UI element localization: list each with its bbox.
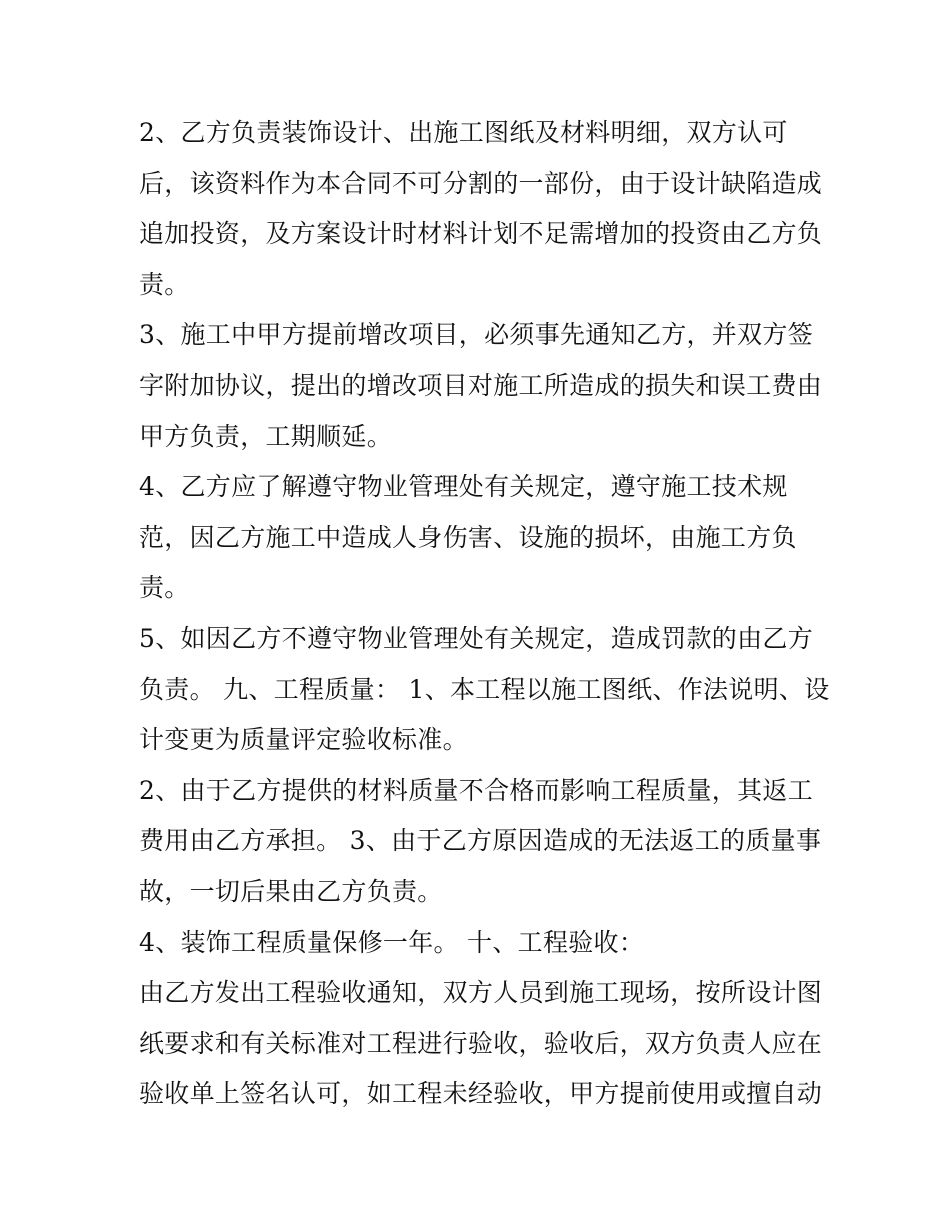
text-line: 故，一切后果由乙方负责。 [139,876,443,906]
text-line: 甲方负责，工期顺延。 [139,421,393,451]
text-line: 2、由于乙方提供的材料质量不合格而影响工程质量，其返工 [139,775,814,805]
text-line: 范，因乙方施工中造成人身伤害、设施的损坏，由施工方负 [139,522,797,552]
contract-text-body [139,108,830,1120]
text-line: 后，该资料作为本合同不可分割的一部份，由于设计缺陷造成 [139,168,823,198]
text-line: 3、施工中甲方提前增改项目，必须事先通知乙方，并双方签 [139,320,814,350]
text-line: 负责。 九、工程质量： 1、本工程以施工图纸、作法说明、设 [139,674,830,704]
text-line: 追加投资，及方案设计时材料计划不足需增加的投资由乙方负 [139,219,823,249]
text-line: 计变更为质量评定验收标准。 [139,725,468,755]
text-line: 责。 [139,573,190,603]
text-line: 5、如因乙方不遵守物业管理处有关规定，造成罚款的由乙方 [139,623,814,653]
text-line: 费用由乙方承担。 3、由于乙方原因造成的无法返工的质量事 [139,826,822,856]
text-line: 责。 [139,269,190,299]
text-line: 2、乙方负责装饰设计、出施工图纸及材料明细，双方认可 [139,118,788,147]
text-line: 字附加协议，提出的增改项目对施工所造成的损失和误工费由 [139,370,823,400]
text-line: 由乙方发出工程验收通知，双方人员到施工现场，按所设计图 [139,978,823,1008]
text-line: 纸要求和有关标准对工程进行验收，验收后，双方负责人应在 [139,1028,823,1058]
text-line: 4、乙方应了解遵守物业管理处有关规定，遵守施工技术规 [139,472,788,502]
text-line: 验收单上签名认可，如工程未经验收，甲方提前使用或擅自动 [139,1079,823,1109]
text-line: 4、装饰工程质量保修一年。 十、工程验收： [139,927,645,957]
